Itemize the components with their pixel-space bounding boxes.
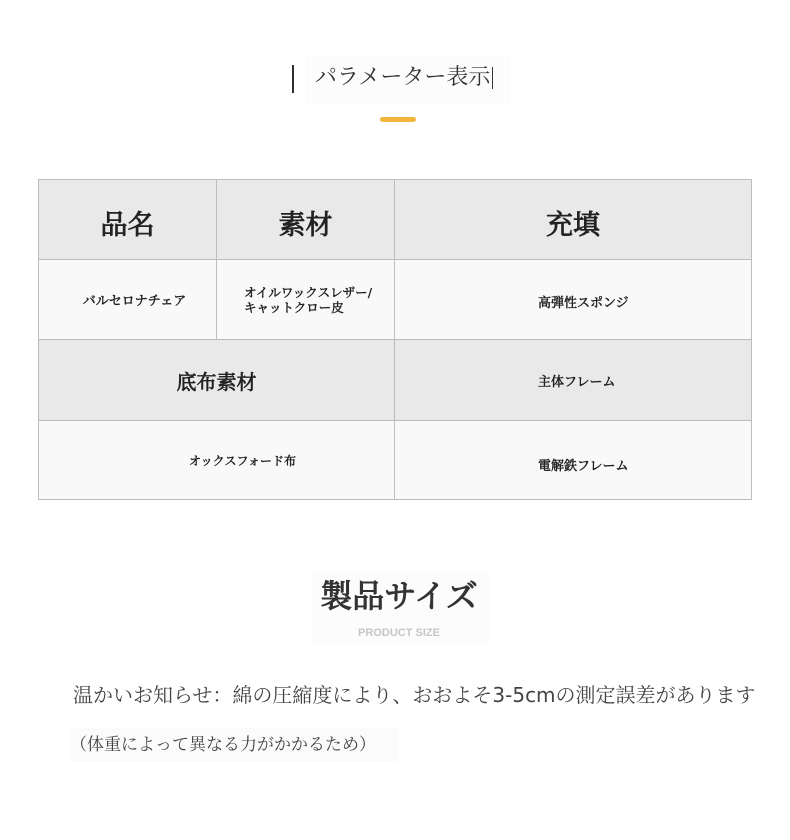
material-value <box>244 285 394 315</box>
cell-filling <box>395 260 752 340</box>
cell-material <box>217 260 395 340</box>
parameter-heading-title: パラメーター表示 <box>315 65 491 90</box>
header-material-label: 素材 <box>278 210 333 241</box>
table-row <box>39 260 752 340</box>
base-fabric-value: オックスフォード布 <box>189 453 296 468</box>
product-name-value: バルセロナチェア <box>82 294 187 309</box>
table-row <box>39 421 752 500</box>
material-line-1: オイルワックスレザー/ <box>244 284 373 300</box>
product-size-title: 製品サイズ <box>320 577 478 615</box>
product-size-subtitle: PRODUCT SIZE <box>358 627 440 639</box>
cell-frame <box>395 421 752 500</box>
material-line-2: キャットクロー皮 <box>244 299 344 315</box>
heading-right-bar <box>492 67 493 89</box>
spec-table <box>38 179 752 500</box>
accent-underline <box>380 117 416 122</box>
table-header-row <box>39 180 752 260</box>
base-fabric-label: 底布素材 <box>176 369 257 394</box>
measurement-notice: 温かいお知らせ：綿の圧縮度により、おおよそ3-5cmの測定誤差があります <box>73 683 756 707</box>
frame-value: 電解鉄フレーム <box>538 459 629 474</box>
header-cell-filling <box>395 180 752 260</box>
header-cell-name <box>39 180 217 260</box>
heading-left-bar <box>292 65 294 93</box>
header-name-label: 品名 <box>100 210 155 241</box>
header-cell-material <box>217 180 395 260</box>
frame-label: 主体フレーム <box>538 374 616 390</box>
header-cell-frame <box>395 340 752 421</box>
cell-base-fabric <box>39 421 395 500</box>
cell-product-name <box>39 260 217 340</box>
header-cell-base-fabric <box>39 340 395 421</box>
table-subheader-row <box>39 340 752 421</box>
measurement-note: （体重によって異なる力がかかるため） <box>70 735 376 755</box>
filling-value: 高弾性スポンジ <box>538 296 629 311</box>
parameter-heading <box>315 62 493 94</box>
header-filling-label: 充填 <box>546 210 600 241</box>
